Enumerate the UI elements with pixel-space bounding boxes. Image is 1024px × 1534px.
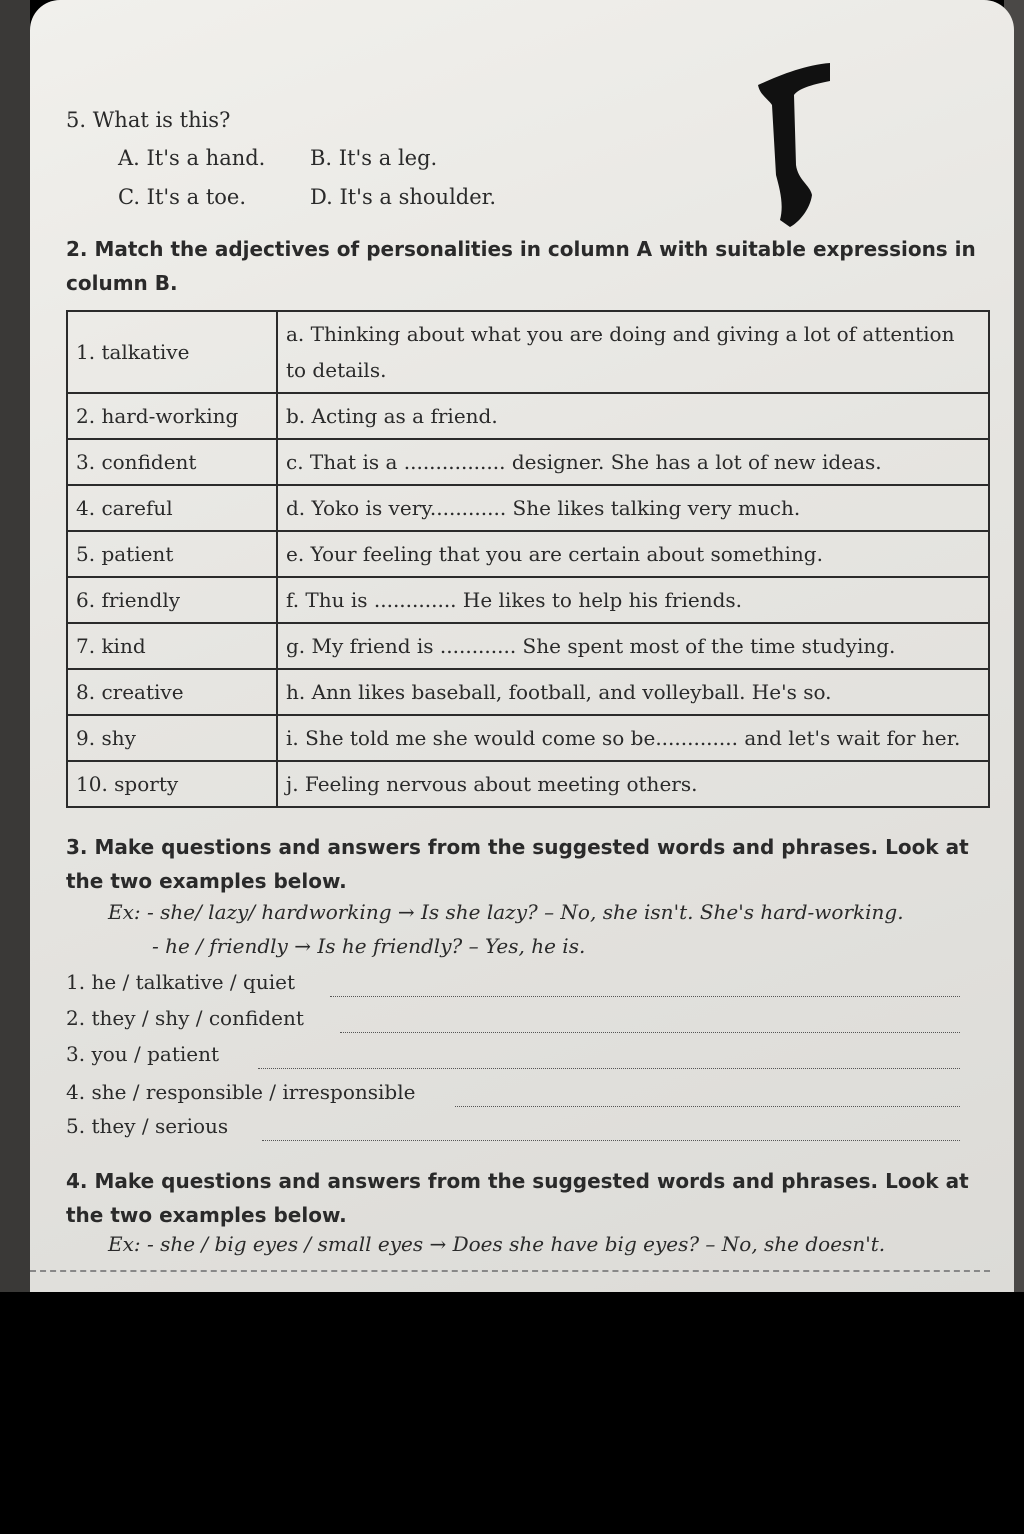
leg-illustration — [750, 55, 840, 235]
column-b-cell: e. Your feeling that you are certain about something. — [277, 531, 989, 577]
column-b-cell: f. Thu is ............. He likes to help his friends. — [277, 577, 989, 623]
answer-line — [455, 1106, 960, 1107]
exercise-item: 5. they / serious — [66, 1114, 229, 1138]
column-b-cell: h. Ann likes baseball, football, and volleyball. He's so. — [277, 669, 989, 715]
option-a: A. It's a hand. — [118, 146, 266, 170]
column-b-cell: j. Feeling nervous about meeting others. — [277, 761, 989, 807]
column-b-cell: b. Acting as a friend. — [277, 393, 989, 439]
table-row — [67, 669, 989, 715]
column-a-cell: 4. careful — [67, 485, 277, 531]
column-b-cell: i. She told me she would come so be............. and let's wait for her. — [277, 715, 989, 761]
section-3-example-1: Ex: - she/ lazy/ hardworking → Is she lazy? – No, she isn't. She's hard-working. — [108, 900, 904, 924]
column-a-cell: 5. patient — [67, 531, 277, 577]
section-2-heading: 2. Match the adjectives of personalities in column A with suitable expressions in column B. — [66, 237, 976, 295]
table-row — [67, 623, 989, 669]
question-5-title: 5. What is this? — [66, 108, 231, 132]
section-3-heading: 3. Make questions and answers from the suggested words and phrases. Look at the two examples below. — [66, 835, 969, 893]
table-row — [67, 531, 989, 577]
answer-line — [330, 996, 960, 997]
section-3-example-2: - he / friendly → Is he friendly? – Yes, he is. — [152, 934, 586, 958]
column-a-cell: 9. shy — [67, 715, 277, 761]
option-d: D. It's a shoulder. — [310, 185, 497, 209]
table-row — [67, 715, 989, 761]
column-a-cell: 8. creative — [67, 669, 277, 715]
option-c: C. It's a toe. — [118, 185, 247, 209]
column-a-cell: 3. confident — [67, 439, 277, 485]
section-4-heading: 4. Make questions and answers from the suggested words and phrases. Look at the two examples below. — [66, 1169, 969, 1227]
exercise-item: 1. he / talkative / quiet — [66, 970, 295, 994]
column-a-cell: 7. kind — [67, 623, 277, 669]
column-b-cell: g. My friend is ............ She spent most of the time studying. — [277, 623, 989, 669]
exercise-item: 3. you / patient — [66, 1042, 220, 1066]
matching-table — [66, 310, 990, 808]
section-4-example-1: Ex: - she / big eyes / small eyes → Does she have big eyes? – No, she doesn't. — [108, 1232, 886, 1256]
column-b-cell: c. That is a ................ designer. She has a lot of new ideas. — [277, 439, 989, 485]
table-row — [67, 761, 989, 807]
photo-background-left — [0, 0, 30, 1292]
column-a-cell: 1. talkative — [67, 311, 277, 393]
column-a-cell: 2. hard-working — [67, 393, 277, 439]
answer-line — [340, 1032, 960, 1033]
table-row — [67, 439, 989, 485]
answer-line — [258, 1068, 960, 1069]
column-a-cell: 6. friendly — [67, 577, 277, 623]
answer-line — [262, 1140, 960, 1141]
table-row — [67, 577, 989, 623]
column-b-cell: a. Thinking about what you are doing and giving a lot of attention to details. — [277, 311, 989, 393]
column-b-cell: d. Yoko is very............ She likes talking very much. — [277, 485, 989, 531]
column-a-cell: 10. sporty — [67, 761, 277, 807]
option-b: B. It's a leg. — [310, 146, 438, 170]
table-row — [67, 393, 989, 439]
exercise-item: 4. she / responsible / irresponsible — [66, 1080, 416, 1104]
dashed-border — [30, 1270, 990, 1272]
table-row — [67, 311, 989, 393]
worksheet-page — [30, 0, 1014, 1292]
exercise-item: 2. they / shy / confident — [66, 1006, 304, 1030]
table-row — [67, 485, 989, 531]
